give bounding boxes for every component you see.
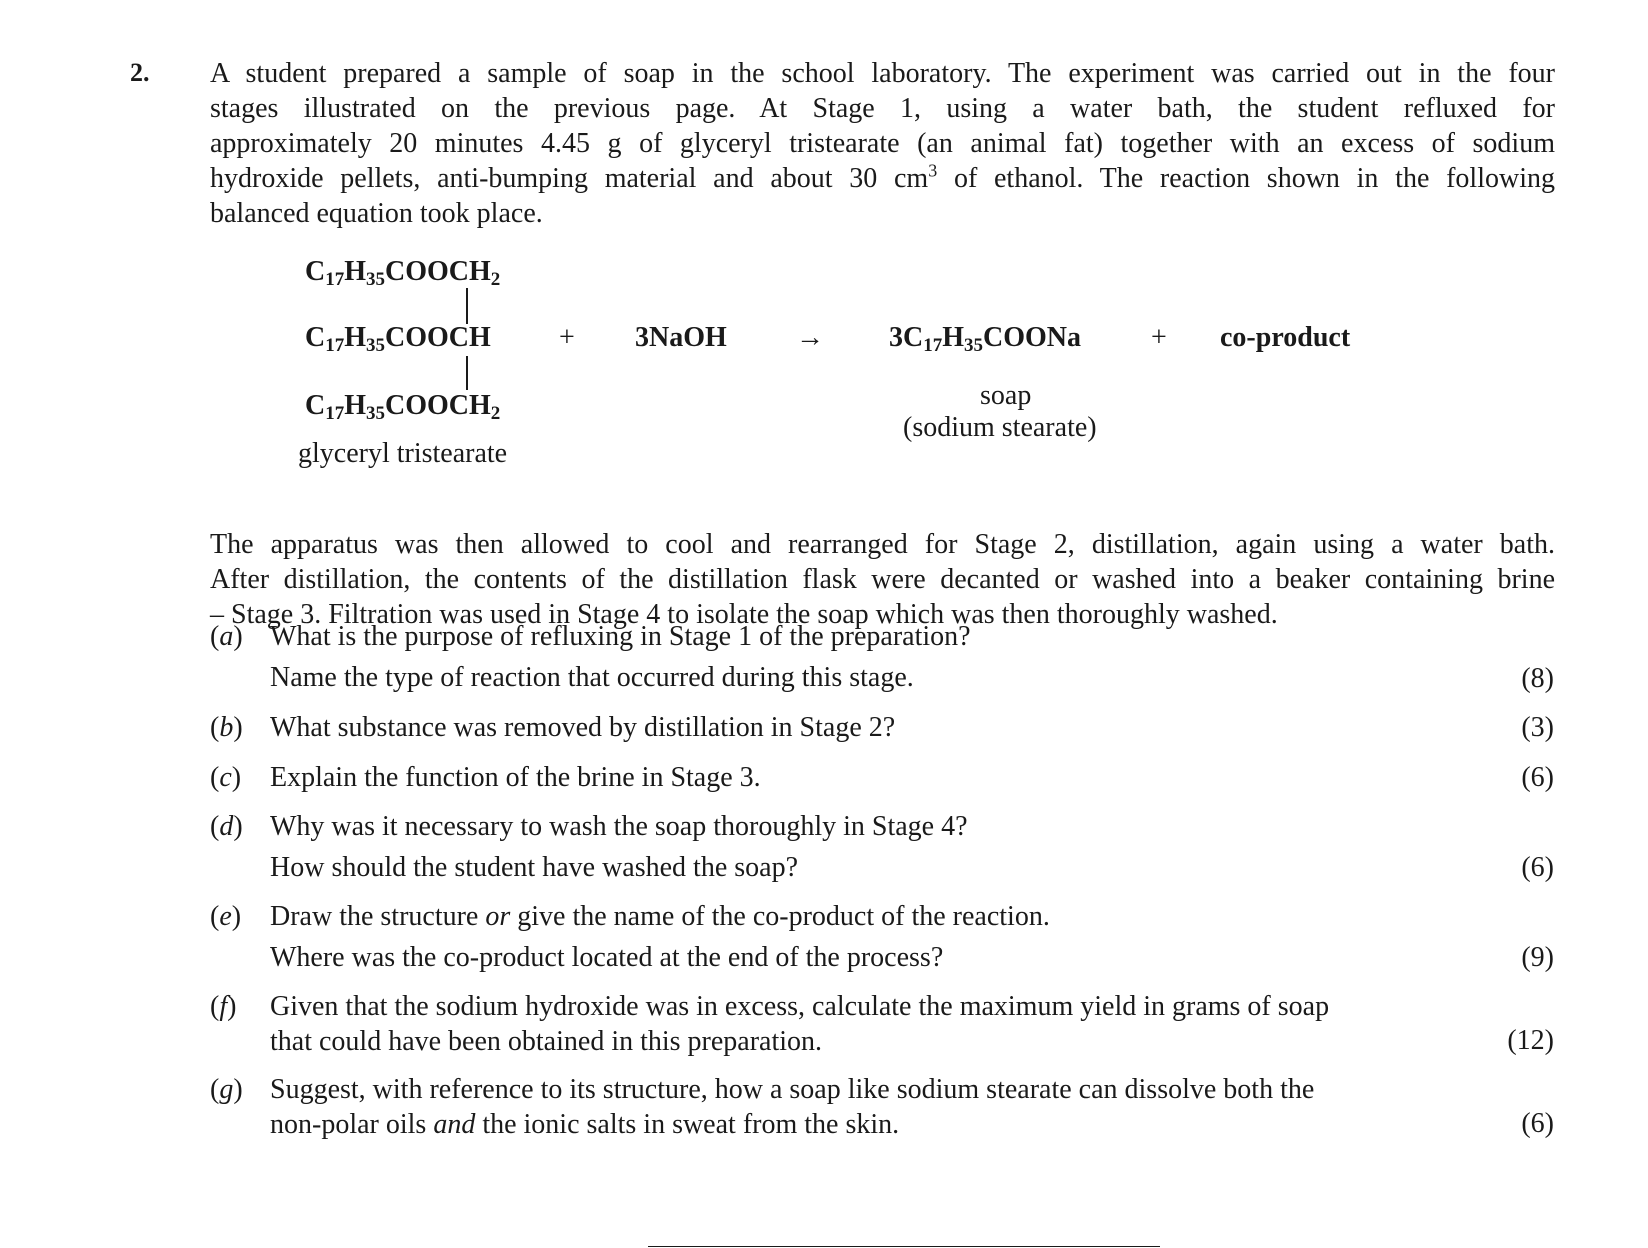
reactant-row-1: $C_{17}H_{35}COOCH_2$: [305, 256, 501, 290]
part-text: Explain the function of the brine in Stage 3.: [270, 762, 761, 793]
intro-line: stages illustrated on the previous page. At Stage 1, using a water bath, the student refluxed for: [210, 93, 1555, 124]
part-label: (c): [210, 762, 242, 793]
part-e: [210, 899, 1560, 975]
product-name: soap: [980, 380, 1032, 411]
marks-g: (6): [1521, 1108, 1554, 1139]
end-rule: [648, 1246, 1160, 1247]
part-label: (e): [210, 901, 242, 932]
reaction-arrow: →: [796, 322, 824, 353]
intro-text: of ethanol. The reaction shown in the following: [937, 163, 1555, 194]
part-text: non-polar oils and the ionic salts in sweat from the skin.: [270, 1109, 900, 1140]
marks-d: (6): [1521, 852, 1554, 883]
intro-text: hydroxide pellets, anti-bumping material and about 30 cm: [210, 163, 929, 194]
intro-line: approximately 20 minutes 4.45 g of glyceryl tristearate (an animal fat) together with an excess of sodium: [210, 128, 1555, 159]
intro-line: [210, 161, 1555, 196]
part-c: [210, 760, 1560, 795]
part-text: Suggest, with reference to its structure, how a soap like sodium stearate can dissolve both the: [270, 1074, 1315, 1105]
part-text: What substance was removed by distillation in Stage 2?: [270, 712, 896, 743]
marks-a: (8): [1521, 663, 1554, 694]
intro-line: A student prepared a sample of soap in the school laboratory. The experiment was carried out in the four: [210, 58, 1555, 89]
part-text: How should the student have washed the soap?: [270, 852, 798, 883]
part-label: (g): [210, 1074, 243, 1105]
marks-e: (9): [1521, 942, 1554, 973]
part-a: [210, 619, 1560, 695]
plus-sign: +: [559, 322, 575, 353]
paragraph-line: After distillation, the contents of the distillation flask were decanted or washed into a beaker containing brine: [210, 564, 1555, 595]
single-bond-line: [466, 356, 468, 390]
single-bond-line: [466, 288, 468, 324]
reactant-name: glyceryl tristearate: [298, 438, 508, 469]
superscript-3: 3: [928, 160, 938, 181]
reactant-row-2: $C_{17}H_{35}COOCH$: [305, 322, 491, 356]
part-text: Given that the sodium hydroxide was in excess, calculate the maximum yield in grams of soap: [270, 991, 1330, 1022]
reagent-formula: 3NaOH: [635, 322, 727, 353]
intro-line: balanced equation took place.: [210, 198, 543, 229]
paragraph-line: – Stage 3. Filtration was used in Stage 4 to isolate the soap which was then thoroughly washed.: [210, 599, 1278, 630]
plus-sign: +: [1151, 322, 1167, 353]
question-intro: [210, 56, 1555, 231]
part-text: Name the type of reaction that occurred during this stage.: [270, 662, 914, 693]
part-label: (b): [210, 712, 243, 743]
question-number: 2.: [130, 58, 150, 87]
product-formula: $3C_{17}H_{35}COONa$: [889, 322, 1082, 356]
part-text: Why was it necessary to wash the soap thoroughly in Stage 4?: [270, 811, 968, 842]
product-name-detail: (sodium stearate): [903, 412, 1097, 443]
part-b: [210, 710, 1560, 745]
marks-f: (12): [1507, 1025, 1554, 1056]
coproduct-label: co-product: [1220, 322, 1351, 353]
reactant-row-3: $C_{17}H_{35}COOCH_2$: [305, 390, 501, 424]
part-f: [210, 989, 1560, 1059]
marks-b: (3): [1521, 712, 1554, 743]
part-text: that could have been obtained in this preparation.: [270, 1026, 823, 1057]
procedure-paragraph: [210, 527, 1555, 632]
part-d: [210, 809, 1560, 885]
marks-c: (6): [1521, 762, 1554, 793]
paragraph-line: The apparatus was then allowed to cool and rearranged for Stage 2, distillation, again using a water bath.: [210, 529, 1555, 560]
part-text: Draw the structure or give the name of the co-product of the reaction.: [270, 901, 1050, 932]
part-g: [210, 1072, 1560, 1142]
part-label: (a): [210, 621, 243, 652]
part-label: (f): [210, 991, 237, 1022]
part-text: Where was the co-product located at the end of the process?: [270, 942, 944, 973]
part-text: What is the purpose of refluxing in Stage 1 of the preparation?: [270, 621, 971, 652]
part-label: (d): [210, 811, 243, 842]
